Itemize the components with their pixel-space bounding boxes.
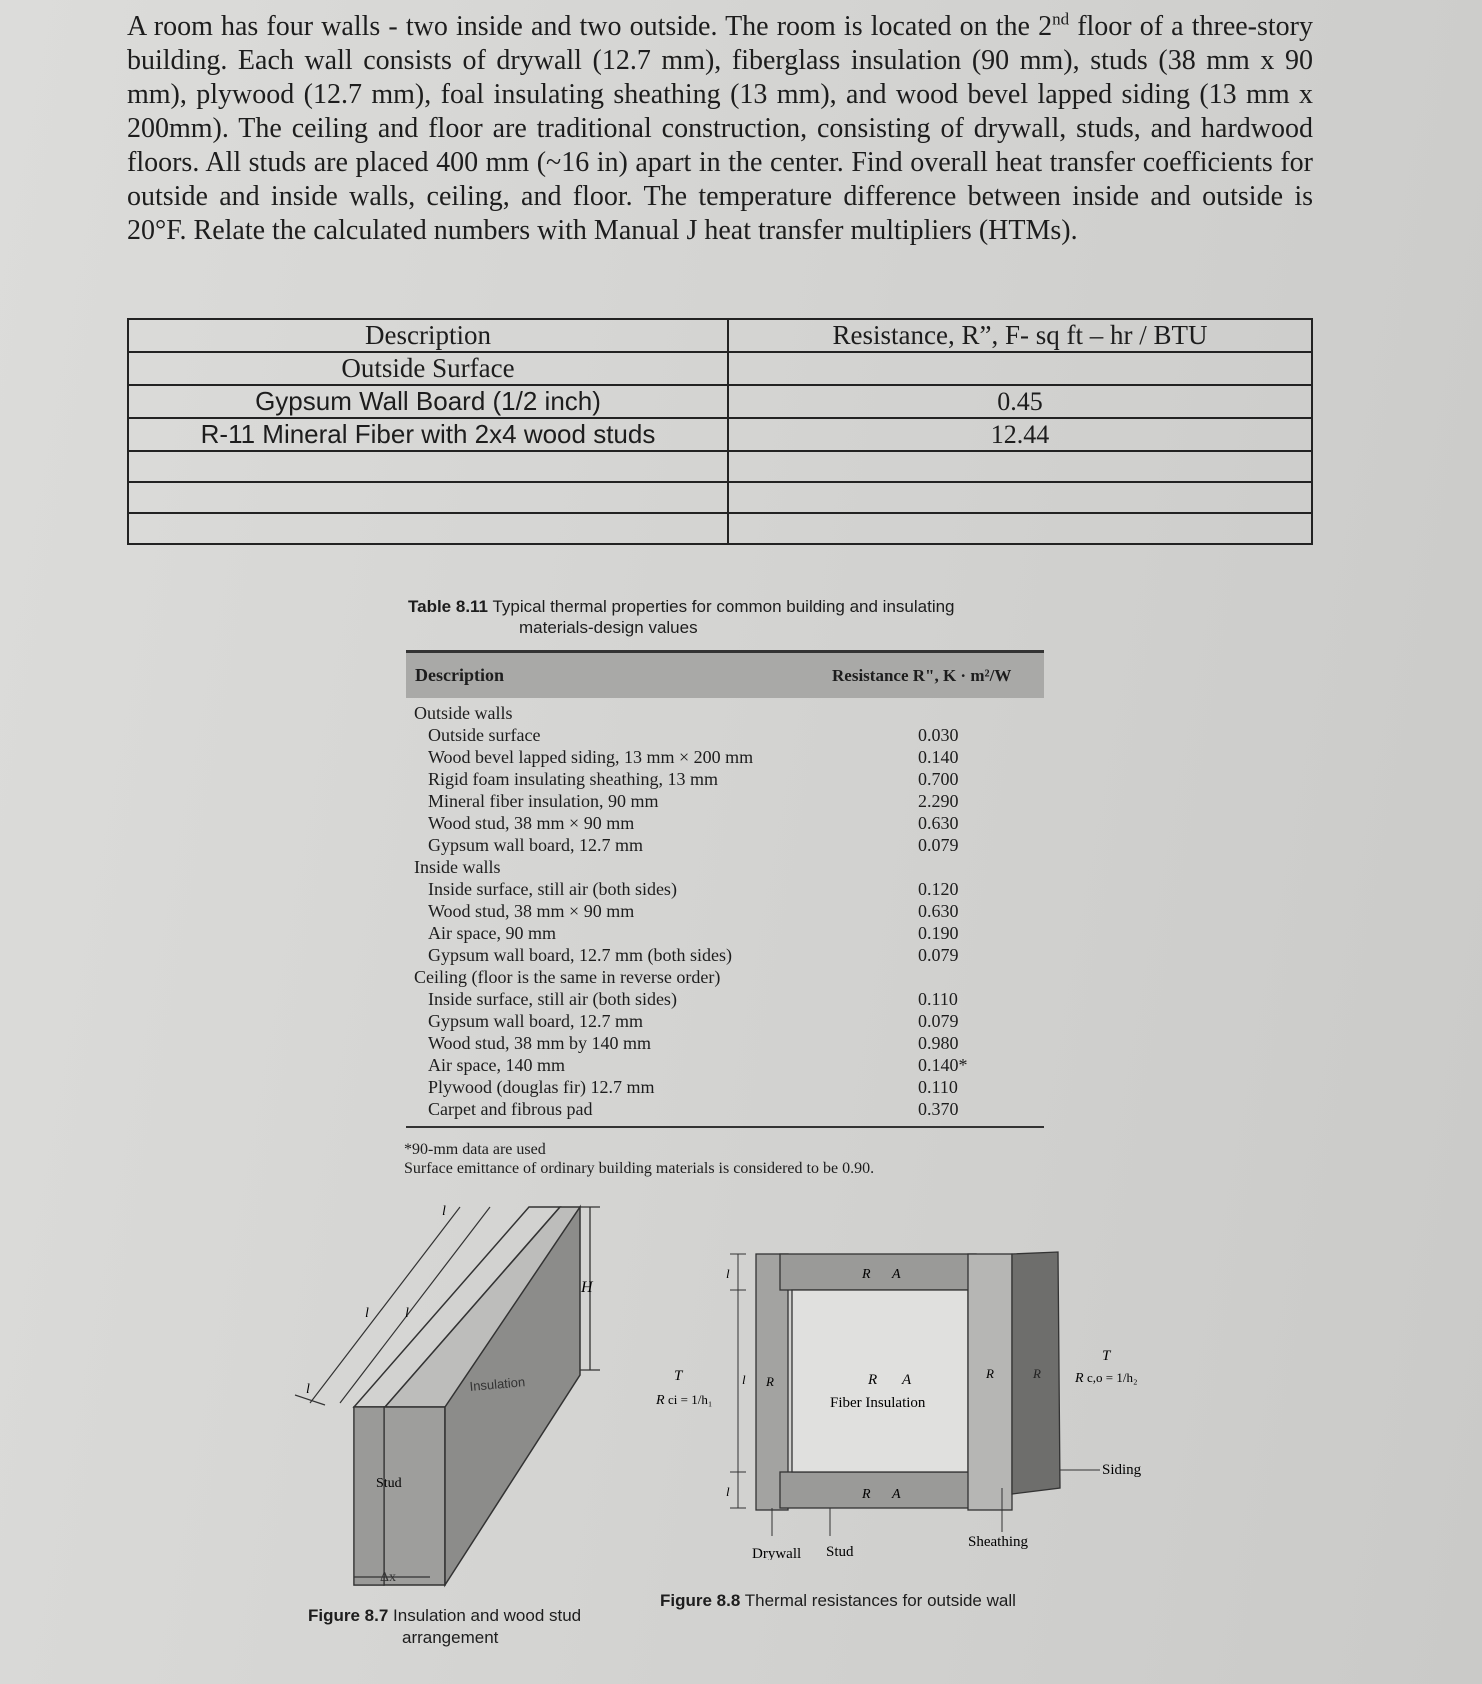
table-8-11-description-cell: Inside surface, still air (both sides): [428, 879, 677, 899]
stud-width-label: l: [306, 1382, 310, 1397]
oc-spacing-label: l: [365, 1306, 369, 1321]
worksheet-cell-description: Gypsum Wall Board (1/2 inch): [128, 385, 728, 418]
table-8-11-description-cell: Outside walls: [414, 703, 513, 723]
table-8-11-caption-line1: Typical thermal properties for common building and insulating: [492, 597, 955, 616]
table-8-11-description-cell: Gypsum wall board, 12.7 mm: [428, 1011, 643, 1031]
worksheet-cell-description: [128, 451, 728, 482]
table-8-11-row: [406, 1032, 1044, 1054]
table-8-11-description-cell: Mineral fiber insulation, 90 mm: [428, 791, 659, 811]
drywall-label: Drywall: [752, 1546, 802, 1560]
table-8-11-row: [406, 900, 1044, 922]
table-8-11-resistance-cell: 0.190: [918, 923, 959, 943]
table-8-11-header: [406, 650, 1044, 698]
problem-text-part2: floor of a three-story building. Each wall consists of drywall (12.7 mm), fiberglass insulation (90 mm), studs (38 mm x 90 mm), plywood (12.7 mm), foal insulating sheathing (13 mm), and wood bevel lapped siding (13 mm x 200mm). The ceiling and floor are traditional construction, consisting of drywall, studs, and hardwood floors. All studs are placed 400 mm (~16 in) apart in the center. Find overall heat transfer coefficients for outside and inside walls, ceiling, and floor. The temperature difference between inside and outside is 20°F. Relate the calculated numbers with Manual J heat transfer multipliers (HTMs).: [127, 11, 1313, 246]
insulation-label: Insulation: [468, 1374, 526, 1394]
table-8-11-description-cell: Wood bevel lapped siding, 13 mm × 200 mm: [428, 747, 754, 767]
r1-label: R: [766, 1374, 774, 1389]
rco-label: R: [1075, 1371, 1084, 1386]
table-8-11-footnote: *90-mm data are used: [404, 1141, 546, 1158]
table-8-11-description-cell: Inside surface, still air (both sides): [428, 989, 677, 1009]
worksheet-cell-description: [128, 513, 728, 544]
figure-8-7-caption: [308, 1605, 581, 1649]
worksheet-cell-resistance: [728, 513, 1312, 544]
figure-8-7-caption-line1: Insulation and wood stud: [393, 1606, 582, 1625]
stud-dim-label-bottom: l: [726, 1484, 730, 1499]
insulation-dim-label: l: [742, 1372, 746, 1387]
worksheet-header-description: Description: [128, 319, 728, 352]
ri-label: R: [868, 1372, 878, 1388]
table-8-11-header-description: Description: [415, 665, 504, 685]
top-stud: [780, 1254, 976, 1290]
r2-label: R: [986, 1366, 994, 1381]
figure-8-8-caption: [660, 1590, 1016, 1612]
table-8-11-resistance-cell: 0.030: [918, 725, 959, 745]
rci-label: R: [656, 1393, 665, 1408]
table-8-11-caption: [408, 596, 955, 638]
as-bottom-label: A: [892, 1487, 901, 1502]
worksheet-header-resistance: Resistance, R”, F- sq ft – hr / BTU: [728, 319, 1312, 352]
problem-text-part1: A room has four walls - two inside and two outside. The room is located on the 2: [127, 11, 1053, 42]
worksheet-row: [128, 352, 1312, 385]
figure-8-7-caption-line2: arrangement: [402, 1628, 499, 1647]
table-8-11-description-cell: Wood stud, 38 mm × 90 mm: [428, 813, 635, 833]
stud-label: Stud: [826, 1544, 854, 1560]
worksheet-row: [128, 451, 1312, 482]
table-8-11-description-cell: Air space, 90 mm: [428, 923, 556, 943]
r3-label: R: [1033, 1366, 1041, 1381]
worksheet-row: [128, 482, 1312, 513]
table-8-11-row: [406, 1010, 1044, 1032]
resistance-worksheet-table: [127, 318, 1313, 545]
worksheet-cell-description: R-11 Mineral Fiber with 2x4 wood studs: [128, 418, 728, 451]
table-8-11-resistance-cell: 0.700: [918, 769, 959, 789]
figure-8-7-stud-insulation-diagram: [290, 1195, 610, 1590]
worksheet-header-row: [128, 319, 1312, 352]
table-8-11-resistance-cell: 0.110: [918, 1077, 958, 1097]
rs-bottom-label: R: [862, 1487, 871, 1502]
table-8-11-resistance-cell: 0.630: [918, 901, 959, 921]
table-8-11-resistance-cell: 0.140: [918, 747, 959, 767]
table-8-11-resistance-cell: 0.140*: [918, 1055, 968, 1075]
worksheet-row: [128, 385, 1312, 418]
table-8-11-section-row: [406, 856, 1044, 878]
figure-8-8-caption-text: Thermal resistances for outside wall: [744, 1591, 1016, 1610]
rs-top-label: R: [862, 1267, 871, 1282]
svg-text:ci = 1/h₁: ci = 1/h₁: [668, 1392, 713, 1407]
figure-8-8-label: Figure 8.8: [660, 1591, 741, 1610]
bottom-stud: [780, 1472, 976, 1508]
table-8-11-description-cell: Wood stud, 38 mm by 140 mm: [428, 1033, 652, 1053]
table-8-11-row: [406, 768, 1044, 790]
table-8-11-resistance-cell: 0.370: [918, 1099, 959, 1119]
table-8-11-section-row: [406, 966, 1044, 988]
table-8-11-row: [406, 746, 1044, 768]
table-8-11-notes: [404, 1140, 874, 1178]
table-8-11-row: [406, 1054, 1044, 1076]
table-8-11-description-cell: Wood stud, 38 mm × 90 mm: [428, 901, 635, 921]
table-8-11-section-row: [406, 702, 1044, 724]
dx-label: Δx: [380, 1570, 397, 1585]
table-8-11-description-cell: Gypsum wall board, 12.7 mm (both sides): [428, 945, 732, 965]
worksheet-cell-resistance: [728, 352, 1312, 385]
svg-text:c,o = 1/h₂: c,o = 1/h₂: [1087, 1370, 1138, 1385]
top-width-label: l: [442, 1204, 446, 1219]
worksheet-cell-description: [128, 482, 728, 513]
table-8-11-resistance-cell: 0.079: [918, 945, 959, 965]
figure-8-7-label: Figure 8.7: [308, 1606, 389, 1625]
table-8-11-description-cell: Gypsum wall board, 12.7 mm: [428, 835, 643, 855]
t1-label: T: [674, 1368, 683, 1384]
worksheet-cell-resistance: [728, 451, 1312, 482]
table-8-11-caption-line2: materials-design values: [519, 618, 698, 637]
table-8-11-row: [406, 988, 1044, 1010]
table-8-11: [406, 650, 1044, 1128]
sheathing-label: Sheathing: [968, 1534, 1028, 1550]
table-8-11-resistance-cell: 0.110: [918, 989, 958, 1009]
table-8-11-row: [406, 724, 1044, 746]
table-8-11-row: [406, 812, 1044, 834]
t2-label: T: [1102, 1348, 1111, 1364]
siding-label: Siding: [1102, 1462, 1142, 1478]
table-8-11-body: [406, 698, 1044, 1120]
problem-ordinal-suffix: nd: [1052, 9, 1070, 29]
stud-dim-label-top: l: [726, 1266, 730, 1281]
table-8-11-resistance-cell: 0.120: [918, 879, 959, 899]
ai-label: A: [902, 1372, 912, 1388]
table-8-11-resistance-cell: 0.079: [918, 1011, 959, 1031]
table-8-11-resistance-cell: 0.630: [918, 813, 959, 833]
height-label: H: [581, 1279, 593, 1296]
fiber-insulation-cavity: [792, 1290, 968, 1472]
table-8-11-resistance-cell: 0.980: [918, 1033, 959, 1053]
table-8-11-row: [406, 834, 1044, 856]
insulation-width-label: l: [405, 1306, 409, 1321]
stud-label: Stud: [376, 1476, 402, 1491]
worksheet-row: [128, 418, 1312, 451]
worksheet-cell-resistance: 0.45: [728, 385, 1312, 418]
table-8-11-bottom-rule: [406, 1126, 1044, 1128]
table-8-11-header-resistance: Resistance R", K · m²/W: [832, 666, 1012, 685]
table-8-11-description-cell: Carpet and fibrous pad: [428, 1099, 593, 1119]
table-8-11-description-cell: Air space, 140 mm: [428, 1055, 565, 1075]
table-8-11-label: Table 8.11: [408, 597, 489, 616]
worksheet-cell-description: Outside Surface: [128, 352, 728, 385]
table-8-11-description-cell: Plywood (douglas fir) 12.7 mm: [428, 1077, 655, 1097]
worksheet-cell-resistance: 12.44: [728, 418, 1312, 451]
table-8-11-row: [406, 1076, 1044, 1098]
worksheet-row: [128, 513, 1312, 544]
table-8-11-row: [406, 1098, 1044, 1120]
fiber-insulation-label: Fiber Insulation: [830, 1395, 926, 1411]
insulation-front-face: [384, 1407, 445, 1585]
table-8-11-row: [406, 944, 1044, 966]
sheathing-layer: [968, 1254, 1012, 1510]
table-8-11-description-cell: Rigid foam insulating sheathing, 13 mm: [428, 769, 718, 789]
table-8-11-description-cell: Inside walls: [414, 857, 501, 877]
table-8-11-row: [406, 790, 1044, 812]
table-8-11-row: [406, 922, 1044, 944]
table-8-11-resistance-cell: 2.290: [918, 791, 959, 811]
table-8-11-row: [406, 878, 1044, 900]
table-8-11-description-cell: Ceiling (floor is the same in reverse order): [414, 967, 721, 987]
table-8-11-emittance-note: Surface emittance of ordinary building materials is considered to be 0.90.: [404, 1160, 875, 1177]
figure-8-8-outside-wall-resistance-diagram: [650, 1240, 1150, 1560]
worksheet-cell-resistance: [728, 482, 1312, 513]
problem-statement: [127, 10, 1313, 248]
as-top-label: A: [892, 1267, 901, 1282]
table-8-11-resistance-cell: 0.079: [918, 835, 959, 855]
table-8-11-description-cell: Outside surface: [428, 725, 541, 745]
